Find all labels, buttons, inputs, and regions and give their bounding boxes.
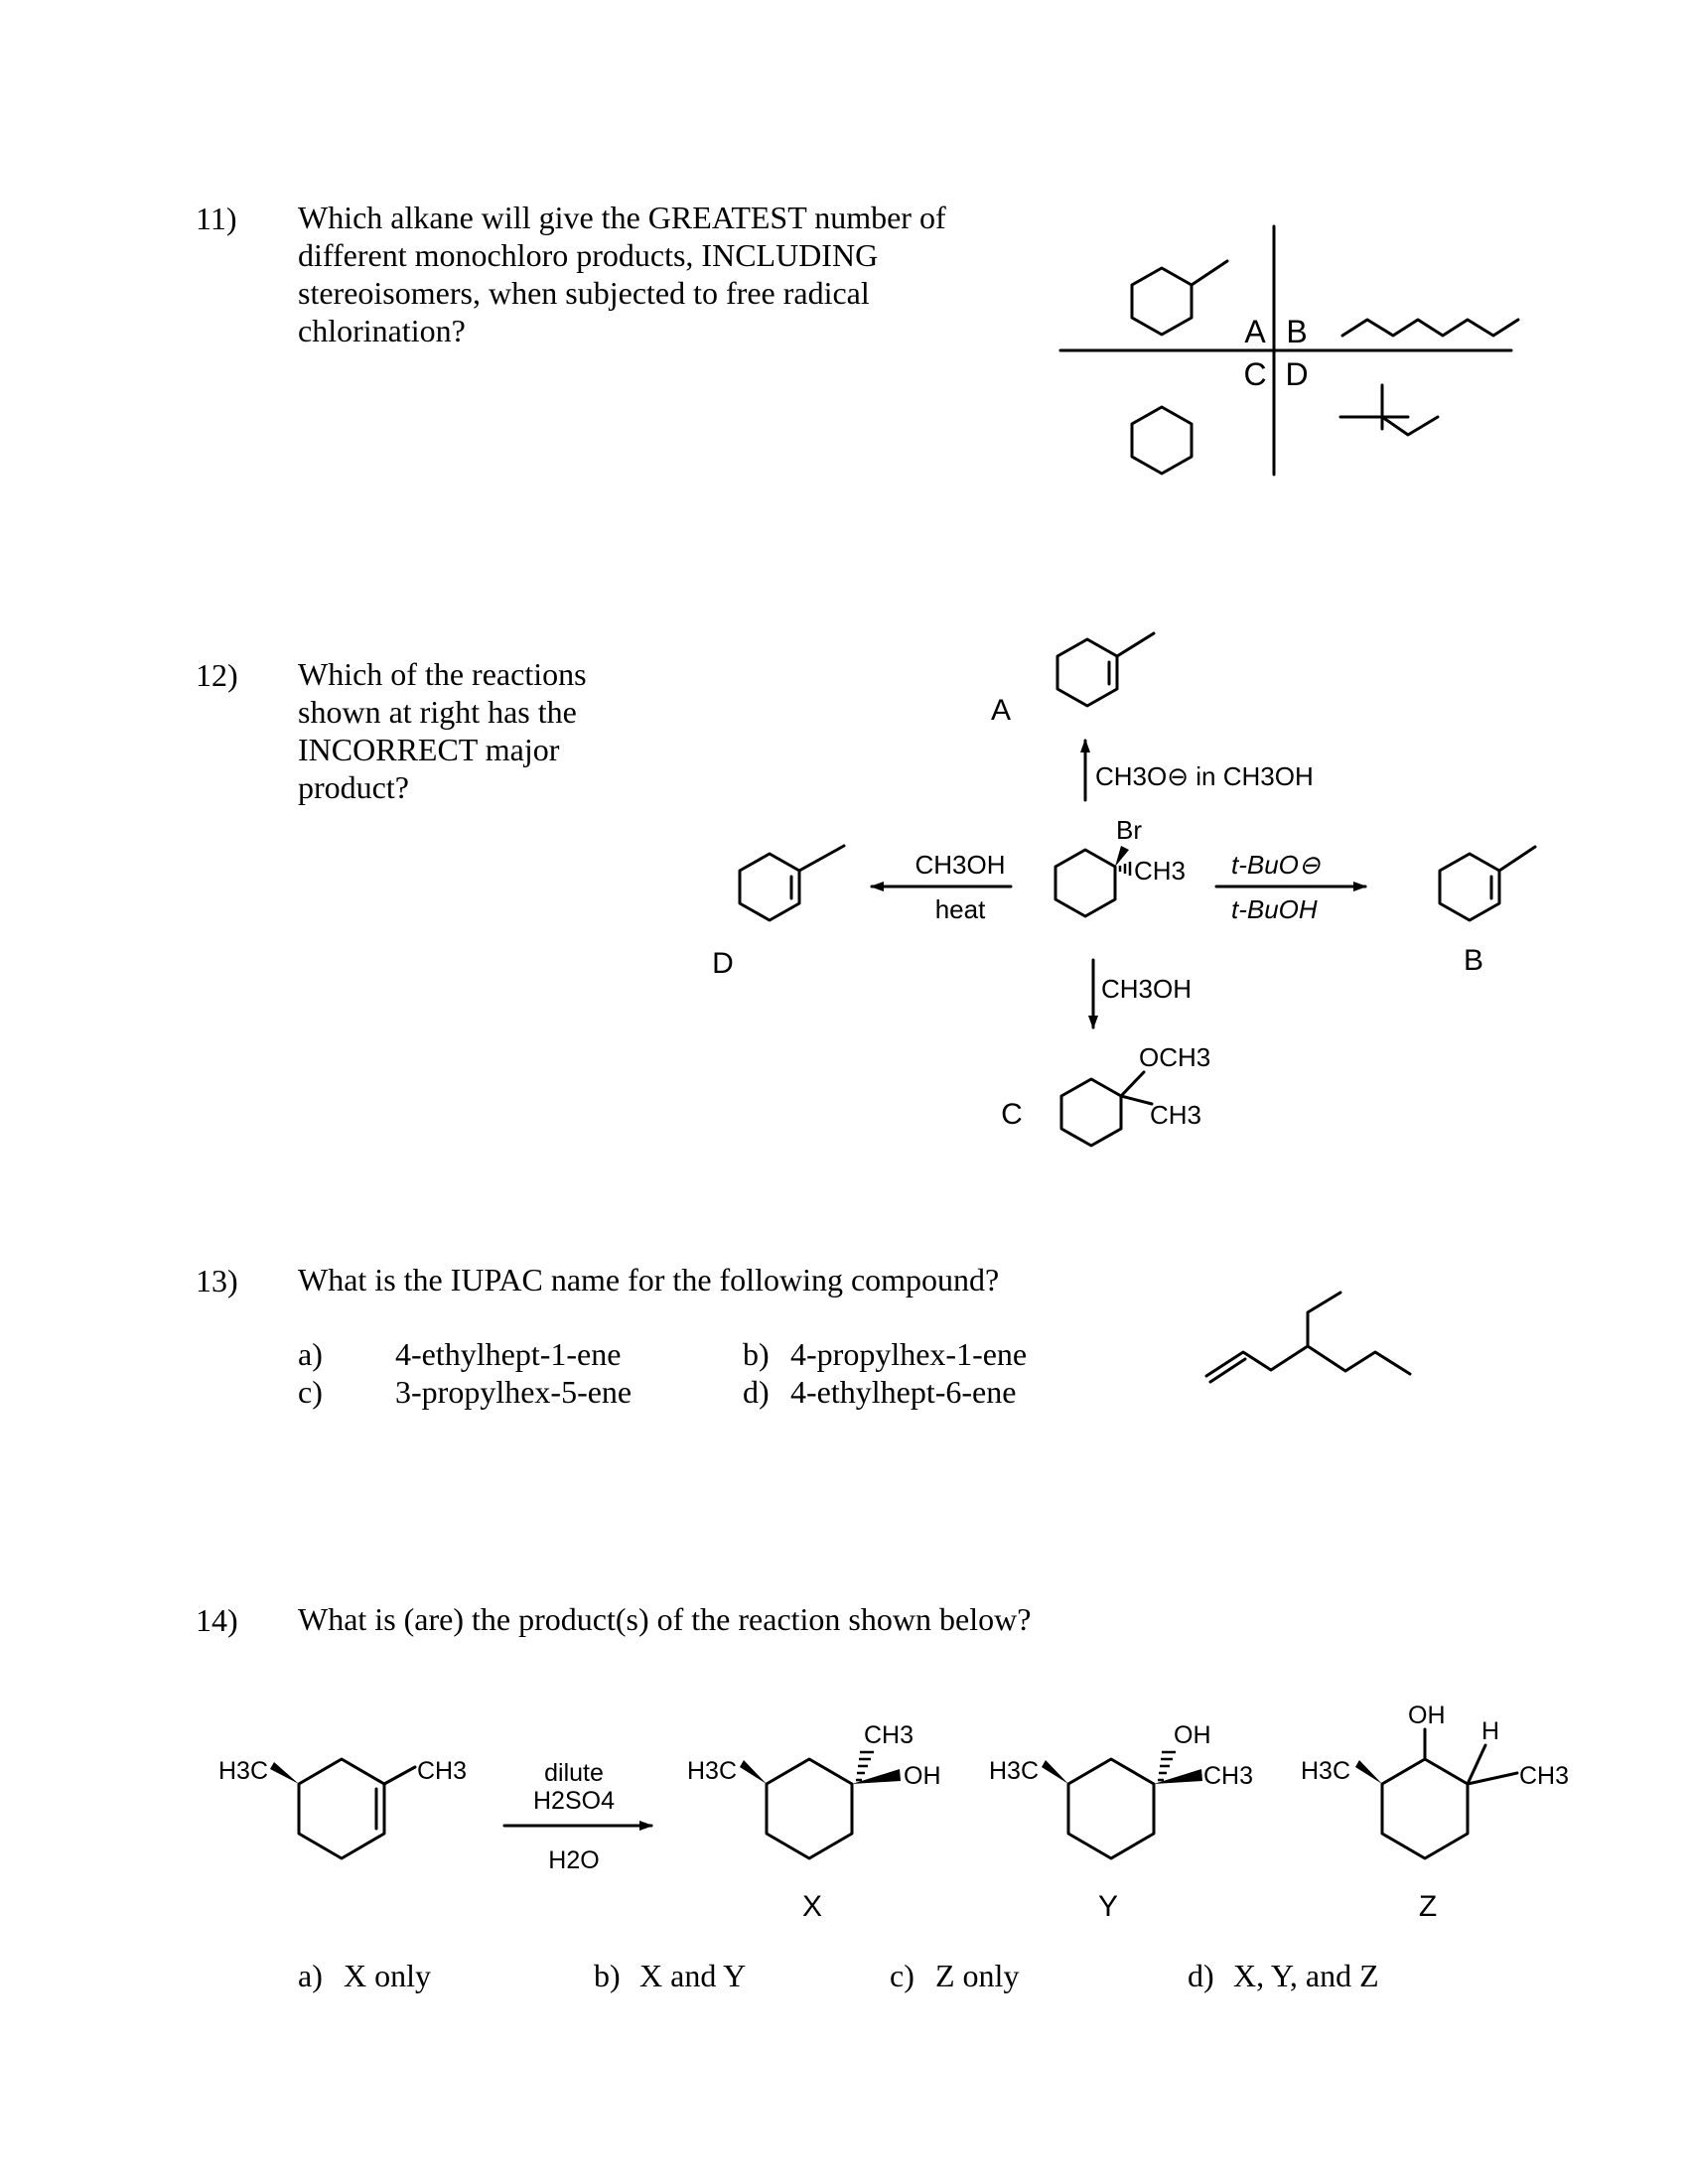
q12-substrate-ring — [1055, 850, 1115, 916]
q12-product-c-ch3: CH3 — [1150, 1100, 1202, 1130]
q12-substrate-br: Br — [1116, 815, 1142, 845]
q14-option-a-letter: a) — [298, 1958, 323, 1993]
q13-option-a-letter: a) — [298, 1336, 323, 1372]
q12-product-d-methyl — [799, 846, 844, 871]
q14-product-y-ring — [1068, 1759, 1154, 1858]
q14-reagent-h2so4: H2SO4 — [533, 1787, 615, 1815]
q14-product-y-wedge — [1042, 1760, 1068, 1784]
q12-line-2: shown at right has the — [298, 694, 577, 730]
q13-main-chain — [1206, 1346, 1410, 1376]
q14-label-y: Y — [1097, 1890, 1119, 1923]
q14-prompt: What is (are) the product(s) of the reaction shown below? — [298, 1601, 1032, 1637]
q14-product-x-h3c: H3C — [687, 1757, 738, 1785]
q14-option-b-letter: b) — [594, 1958, 621, 1993]
q11-quadrant-figure — [1060, 226, 1518, 475]
q13-option-d[interactable]: 4-ethylhept-6-ene — [790, 1374, 1017, 1410]
q13-option-c-letter: c) — [298, 1374, 323, 1410]
q14-option-c[interactable]: Z only — [935, 1958, 1020, 1993]
q13-skeletal-structure — [1206, 1293, 1410, 1382]
q14-product-y-ch3-wedge — [1154, 1769, 1202, 1784]
q11-line-1: Which alkane will give the GREATEST number of — [298, 200, 946, 235]
q14-reactant-h3c: H3C — [218, 1757, 269, 1785]
q12-reagent-top: CH3O⊖ in CH3OH — [1095, 761, 1314, 791]
q11-c-cyclohexane-ring — [1132, 407, 1192, 474]
q14-product-x-ring — [767, 1759, 852, 1858]
q14-product-z-ch3-bond — [1468, 1773, 1517, 1784]
q14-product-z-h-bond — [1468, 1745, 1485, 1784]
q11-number: 11) — [196, 201, 237, 236]
q14-product-z-ch3: CH3 — [1519, 1762, 1570, 1790]
q11-label-a: A — [1244, 314, 1266, 349]
q11-d-ethyl-chain — [1382, 417, 1438, 435]
q14-reagent-dilute: dilute — [544, 1759, 604, 1787]
q12-product-b-methyl — [1499, 847, 1535, 871]
q13-option-d-letter: d) — [743, 1374, 770, 1410]
q14-product-z-h: H — [1481, 1717, 1500, 1745]
q13-ethyl-branch — [1308, 1293, 1340, 1346]
q14-label-z: Z — [1418, 1890, 1438, 1923]
q12-reaction-scheme — [712, 633, 1535, 1146]
q12-substrate-br-wedge — [1115, 846, 1129, 867]
q14-reactant-ch3: CH3 — [417, 1757, 468, 1785]
q14-product-y-oh: OH — [1174, 1721, 1211, 1749]
q14-reaction — [218, 1702, 1569, 1923]
q14-product-x-oh-wedge — [852, 1769, 901, 1784]
q13-option-a[interactable]: 4-ethylhept-1-ene — [395, 1336, 622, 1372]
q11-line-3: stereoisomers, when subjected to free radical — [298, 275, 870, 311]
q11-line-2: different monochloro products, INCLUDING — [298, 237, 879, 273]
q14-option-b[interactable]: X and Y — [639, 1958, 747, 1993]
q14-product-z-wedge — [1355, 1760, 1382, 1784]
q14-reactant-ring — [299, 1759, 384, 1858]
q12-reagent-right-top: t-BuO⊖ — [1231, 850, 1321, 880]
q12-substrate-ch3: CH3 — [1134, 856, 1187, 886]
q14-product-x-ch3: CH3 — [864, 1721, 914, 1749]
q12-line-1: Which of the reactions — [298, 656, 587, 692]
q11-a-methyl-bond — [1192, 261, 1227, 285]
q14-label-x: X — [801, 1890, 823, 1923]
q14-product-z-h3c: H3C — [1301, 1757, 1351, 1785]
q12-number: 12) — [196, 657, 238, 693]
q14-reagent-h2o: H2O — [548, 1846, 600, 1874]
q12-line-3: INCORRECT major — [298, 732, 560, 767]
q12-product-a-methyl — [1117, 633, 1154, 656]
q12-product-c-ch3-bond — [1121, 1096, 1152, 1104]
q11-a-methylcyclohexane-ring — [1132, 268, 1192, 335]
q14-number: 14) — [196, 1602, 238, 1638]
q14-option-a[interactable]: X only — [344, 1958, 431, 1993]
q13-prompt: What is the IUPAC name for the following compound? — [298, 1262, 1000, 1297]
q12-product-c-ring — [1061, 1079, 1121, 1146]
q12-reagent-right-bottom: t-BuOH — [1231, 894, 1318, 924]
q12-line-4: product? — [298, 769, 409, 805]
q14-option-d-letter: d) — [1188, 1958, 1214, 1993]
q13-option-b[interactable]: 4-propylhex-1-ene — [790, 1336, 1028, 1372]
q13-option-b-letter: b) — [743, 1336, 770, 1372]
q11-b-heptane-chain — [1342, 320, 1518, 336]
q12-product-c-och3: OCH3 — [1139, 1042, 1211, 1072]
q14-reactant-methyl-bond — [384, 1767, 415, 1784]
q14-option-d[interactable]: X, Y, and Z — [1233, 1958, 1379, 1993]
q12-label-c: C — [1001, 1098, 1023, 1131]
q12-reagent-left-bottom: heat — [934, 894, 986, 924]
q14-product-z-oh: OH — [1408, 1702, 1446, 1729]
q11-label-c: C — [1243, 356, 1267, 392]
q11-label-b: B — [1286, 314, 1308, 349]
q12-reagent-left-top: CH3OH — [914, 850, 1006, 880]
q12-label-b: B — [1463, 944, 1484, 977]
q12-label-a: A — [990, 694, 1012, 727]
q12-label-d: D — [712, 947, 734, 980]
q14-product-z-ring — [1382, 1759, 1468, 1858]
q11-line-4: chlorination? — [298, 313, 466, 348]
q14-product-y-h3c: H3C — [989, 1757, 1040, 1785]
q13-option-c[interactable]: 3-propylhex-5-ene — [395, 1374, 633, 1410]
q14-product-x-oh: OH — [904, 1762, 941, 1790]
q11-label-d: D — [1285, 356, 1309, 392]
q14-option-c-letter: c) — [890, 1958, 914, 1993]
q12-reagent-down: CH3OH — [1101, 974, 1193, 1004]
q14-product-y-ch3: CH3 — [1203, 1762, 1254, 1790]
q14-product-x-wedge — [740, 1760, 767, 1784]
q14-reactant-wedge — [270, 1762, 299, 1784]
q12-product-c-och3-bond — [1121, 1072, 1144, 1096]
q13-number: 13) — [196, 1263, 238, 1298]
